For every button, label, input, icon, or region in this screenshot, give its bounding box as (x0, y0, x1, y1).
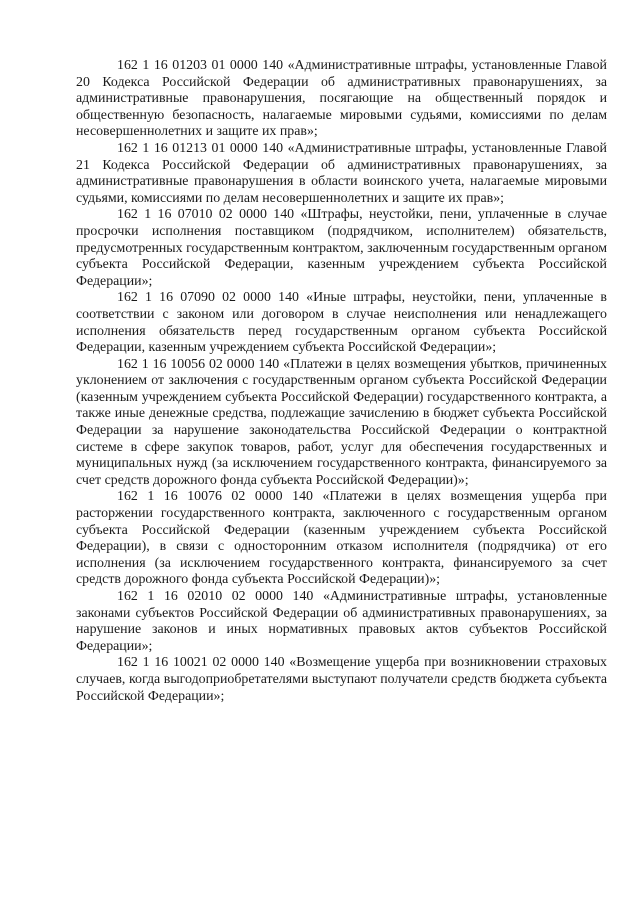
paragraph-kbk-1-16-01213: 162 1 16 01213 01 0000 140 «Административные штрафы, установленные Главой 21 Кодекса Российской Федерации об административных правонарушениях, за административные правонарушения в области воинского учета, налагаемые мировыми судьями, комиссиями по делам несовершеннолетних и защите их прав»; (76, 140, 607, 206)
paragraph-kbk-1-16-07010: 162 1 16 07010 02 0000 140 «Штрафы, неустойки, пени, уплаченные в случае просрочки исполнения поставщиком (подрядчиком, исполнителем) обязательств, предусмотренных государственным контрактом, заключенным государственным органом субъекта Российской Федерации, казенным учреждением субъекта Российской Федерации»; (76, 207, 607, 289)
paragraph-kbk-1-16-01203: 162 1 16 01203 01 0000 140 «Административные штрафы, установленные Главой 20 Кодекса Российской Федерации об административных правонарушениях, за административные правонарушения, посягающие на общественный порядок и общественную безопасность, налагаемые мировыми судьями, комиссиями по делам несовершеннолетних и защите их прав»; (76, 58, 607, 140)
document-page (76, 58, 607, 705)
paragraph-kbk-1-16-10056: 162 1 16 10056 02 0000 140 «Платежи в целях возмещения убытков, причиненных уклонением от заключения с государственным органом субъекта Российской Федерации (казенным учреждением субъекта Российской Федерации) государственного контракта, а также иные денежные средства, подлежащие зачислению в бюджет субъекта Российской Федерации за нарушение законодательства Российской Федерации о контрактной системе в сфере закупок товаров, работ, услуг для обеспечения государственных и муниципальных нужд (за исключением государственного контракта, финансируемого за счет средств дорожного фонда субъекта Российской Федерации)»; (76, 356, 607, 488)
paragraph-kbk-1-16-10021: 162 1 16 10021 02 0000 140 «Возмещение ущерба при возникновении страховых случаев, когда выгодоприобретателями выступают получатели средств бюджета субъекта Российской Федерации»; (76, 655, 607, 704)
paragraph-kbk-1-16-10076: 162 1 16 10076 02 0000 140 «Платежи в целях возмещения ущерба при расторжении государственного контракта, заключенного с государственным органом субъекта Российской Федерации (казенным учреждением субъекта Российской Федерации), в связи с односторонним отказом исполнителя (подрядчика) от его исполнения (за исключением государственного контракта, финансируемого за счет средств дорожного фонда субъекта Российской Федерации)»; (76, 489, 607, 588)
paragraph-kbk-1-16-07090: 162 1 16 07090 02 0000 140 «Иные штрафы, неустойки, пени, уплаченные в соответствии с законом или договором в случае неисполнения или ненадлежащего исполнения обязательств перед государственным органом субъекта Российской Федерации, казенным учреждением субъекта Российской Федерации»; (76, 290, 607, 356)
paragraph-kbk-1-16-02010: 162 1 16 02010 02 0000 140 «Административные штрафы, установленные законами субъектов Российской Федерации об административных правонарушениях, за нарушение законов и иных нормативных правовых актов субъектов Российской Федерации»; (76, 589, 607, 654)
